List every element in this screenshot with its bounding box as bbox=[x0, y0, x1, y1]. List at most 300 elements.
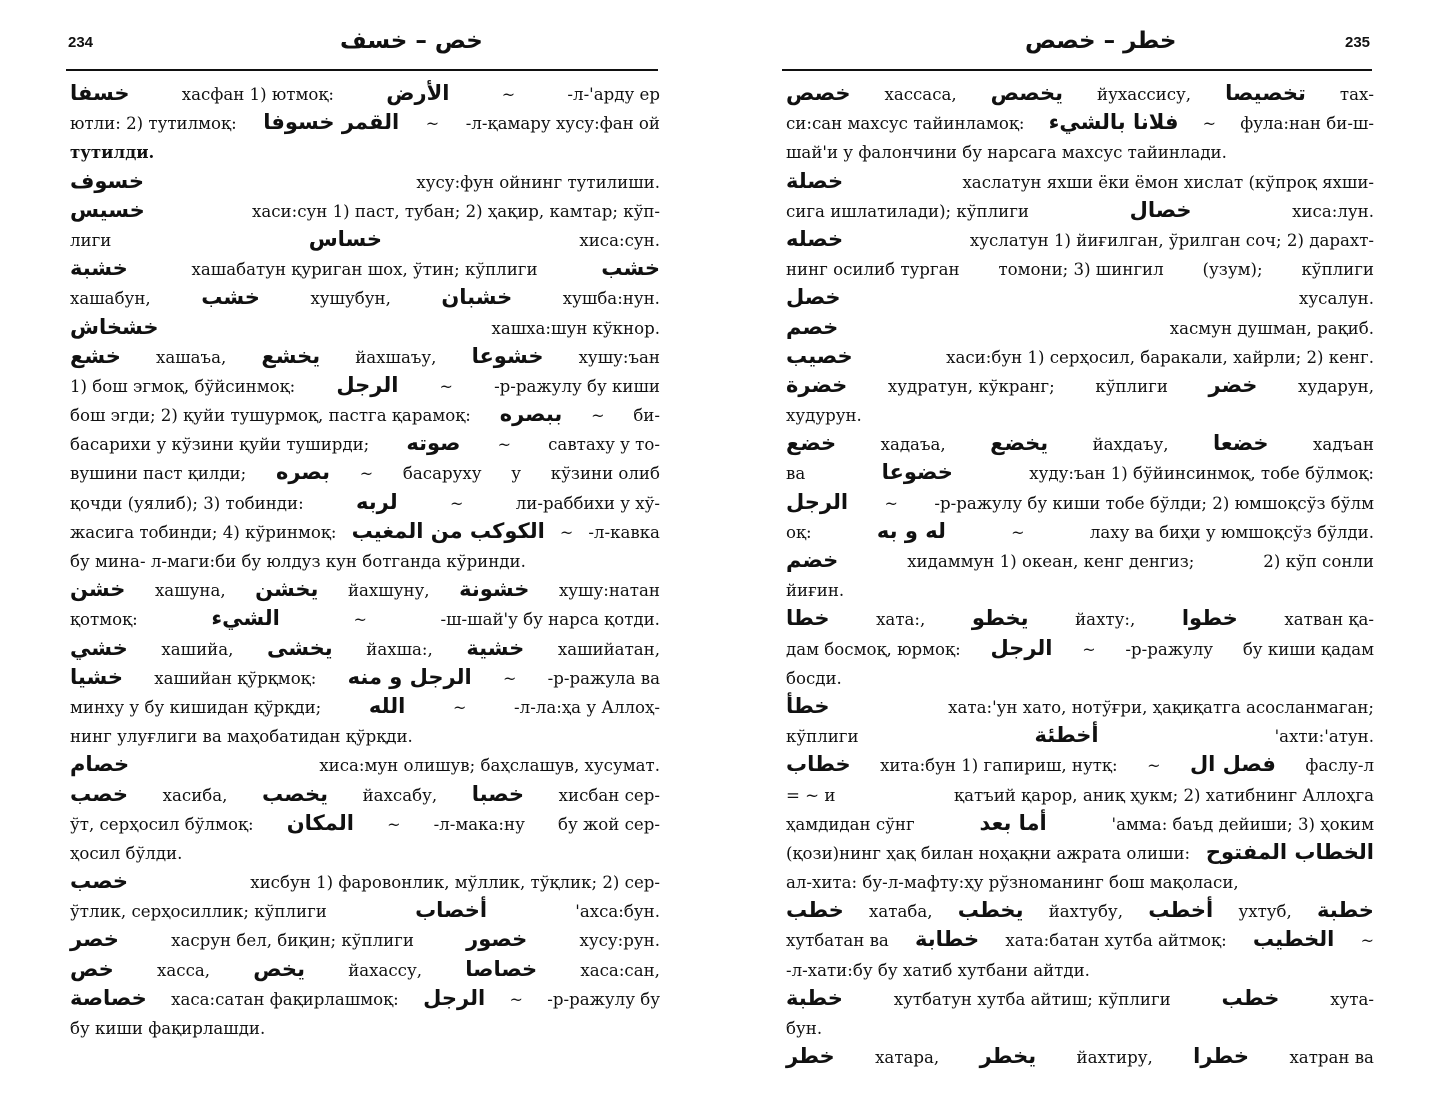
arabic-headword: خساس bbox=[308, 226, 383, 251]
entry-text: қочди (уялиб); 3) тобинди: bbox=[70, 493, 304, 513]
entry-line bbox=[70, 751, 660, 780]
entry-text: -л-ла:ҳа у Аллоҳ- bbox=[514, 697, 660, 717]
entry-text: хисбун 1) фаровонлик, мўллик, тўқлик; 2) сер- bbox=[250, 873, 660, 893]
arabic-headword: خشي bbox=[70, 635, 128, 660]
entry-text: шай'и у фалончини бу нарсага махсус тайинлади. bbox=[786, 143, 1227, 163]
arabic-headword: خصال bbox=[1129, 197, 1192, 222]
entry-text: хушу:натан bbox=[558, 581, 660, 601]
entry-text: хусалун. bbox=[1299, 289, 1374, 309]
entry-line bbox=[70, 985, 660, 1014]
entry-text: бош эгди; 2) қуйи тушурмоқ, пастга қарамоқ: bbox=[70, 406, 471, 426]
entry-line bbox=[70, 956, 660, 985]
entry-line bbox=[786, 372, 1374, 401]
arabic-headword: الخطاب المفتوح bbox=[1205, 839, 1374, 864]
entry-line bbox=[70, 810, 660, 839]
arabic-headword: يخطب bbox=[957, 898, 1024, 923]
entry-text: йахтиру, bbox=[1076, 1048, 1153, 1068]
entry-text: хударун, bbox=[1298, 376, 1374, 396]
entry-line bbox=[786, 956, 1374, 985]
right-page-body bbox=[786, 80, 1374, 1072]
arabic-headword: خصام bbox=[70, 752, 130, 777]
entry-line bbox=[70, 839, 660, 868]
entry-text: ҳосил бўлди. bbox=[70, 843, 183, 863]
entry-text: хатаба, bbox=[869, 902, 933, 922]
running-title: خص – خسف bbox=[340, 28, 483, 54]
arabic-headword: تخصيصا bbox=[1225, 81, 1306, 105]
entry-text: 1) бош эгмоқ, бўйсинмоқ: bbox=[70, 376, 296, 396]
entry-text: қатъий қарор, аниқ ҳукм; 2) хатибнинг Аллоҳга bbox=[954, 785, 1374, 805]
entry-text: ўт, серҳосил бўлмоқ: bbox=[70, 814, 254, 834]
entry-text: хашаъа, bbox=[155, 347, 227, 367]
entry-line bbox=[786, 868, 1374, 897]
entry-line bbox=[70, 343, 660, 372]
entry-text: -л-'арду ер bbox=[567, 85, 660, 104]
arabic-headword: له و به bbox=[876, 518, 946, 543]
arabic-headword: أخصاب bbox=[415, 898, 488, 923]
arabic-headword: خضم bbox=[786, 548, 839, 572]
arabic-headword: خطب bbox=[1221, 985, 1280, 1010]
entry-text: худу:ъан 1) бўйинсинмоқ, тобе бўлмоқ: bbox=[1029, 464, 1374, 484]
entry-text: хасрун бел, биқин; кўплиги bbox=[171, 931, 414, 951]
entry-line bbox=[70, 168, 660, 197]
arabic-headword: خضعا bbox=[1213, 431, 1269, 456]
arabic-headword: خسفا bbox=[70, 81, 130, 105]
entry-text: хадаъа, bbox=[880, 435, 946, 455]
entry-line bbox=[786, 314, 1374, 343]
swung-dash: ~ bbox=[591, 406, 605, 426]
arabic-headword: الرجل bbox=[336, 372, 399, 397]
entry-line bbox=[70, 576, 660, 605]
entry-line bbox=[786, 343, 1374, 372]
arabic-headword: خصبا bbox=[471, 781, 525, 806]
arabic-headword: الرجل bbox=[786, 489, 849, 514]
arabic-headword: خصص bbox=[786, 81, 851, 105]
entry-text: хашабатун қуриган шох, ўтин; кўплиги bbox=[191, 260, 538, 280]
entry-text: йухассису, bbox=[1097, 85, 1192, 104]
arabic-headword: يخضع bbox=[990, 431, 1049, 456]
entry-text: хашабун, bbox=[70, 289, 151, 309]
entry-text: жасига тобинди; 4) кўринмоқ: bbox=[70, 522, 337, 542]
arabic-headword: خطا bbox=[786, 606, 830, 631]
entry-text: (узум); bbox=[1202, 260, 1263, 280]
entry-text: хасфан 1) ютмоқ: bbox=[181, 85, 335, 104]
entry-text: сига ишлатилади); кўплиги bbox=[786, 201, 1029, 221]
entry-line bbox=[70, 635, 660, 664]
arabic-headword: فلانا بالشيء bbox=[1048, 110, 1179, 135]
arabic-headword: يخصب bbox=[262, 781, 328, 806]
entry-line bbox=[786, 751, 1374, 780]
entry-text: кўплиги bbox=[1095, 376, 1168, 396]
entry-line bbox=[70, 226, 660, 255]
entry-text: хадъан bbox=[1312, 435, 1374, 455]
arabic-headword: خصاصا bbox=[465, 956, 538, 981]
arabic-headword: يخشن bbox=[255, 577, 319, 602]
entry-line bbox=[786, 1014, 1374, 1043]
entry-line bbox=[786, 897, 1374, 926]
entry-line bbox=[70, 80, 660, 109]
entry-line bbox=[786, 664, 1374, 693]
entry-line bbox=[70, 926, 660, 955]
arabic-headword: خطأ bbox=[786, 693, 830, 718]
entry-text: ал-хита: бу-л-мафту:ҳу рўзноманинг бош мақоласи, bbox=[786, 873, 1239, 893]
entry-text: 'ахса:бун. bbox=[575, 902, 660, 922]
entry-text: худурун. bbox=[786, 406, 862, 426]
arabic-headword: خصل bbox=[786, 285, 841, 310]
arabic-headword: الأرض bbox=[386, 81, 450, 105]
entry-line bbox=[786, 401, 1374, 430]
entry-line bbox=[786, 722, 1374, 751]
entry-line bbox=[786, 430, 1374, 459]
running-title: خطر – خصص bbox=[1025, 28, 1177, 54]
entry-line bbox=[70, 109, 660, 138]
entry-text: хата:'ун хато, нотўғри, ҳақиқатга асосланмаган; bbox=[948, 697, 1374, 717]
entry-text: -р-ражулу бу bbox=[547, 989, 660, 1009]
entry-text: хиса:мун олишув; баҳслашув, хусумат. bbox=[319, 756, 660, 776]
entry-text: лаху ва биҳи у юмшоқсўз бўлди. bbox=[1089, 522, 1374, 542]
arabic-headword: خشب bbox=[601, 256, 660, 281]
entry-text: -л-қамару хусу:фан ой bbox=[465, 114, 660, 134]
entry-text: хатран ва bbox=[1289, 1048, 1374, 1068]
arabic-headword: خضع bbox=[786, 431, 837, 456]
entry-line bbox=[70, 664, 660, 693]
entry-line bbox=[786, 489, 1374, 518]
arabic-headword: خطبة bbox=[786, 985, 843, 1010]
entry-text: нинг улуғлиги ва маҳобатидан қўрқди. bbox=[70, 727, 413, 747]
arabic-headword: بصره bbox=[275, 460, 331, 485]
right-page bbox=[720, 0, 1440, 1114]
entry-line bbox=[786, 576, 1374, 605]
entry-text: -р-ражула ва bbox=[547, 668, 660, 688]
swung-dash: ~ bbox=[353, 610, 367, 630]
swung-dash: ~ bbox=[1202, 114, 1217, 134]
arabic-headword: يخطر bbox=[979, 1044, 1037, 1069]
swung-dash: ~ bbox=[387, 814, 401, 834]
arabic-headword: يخصص bbox=[990, 81, 1064, 105]
entry-text: фаслу-л bbox=[1305, 756, 1374, 776]
entry-text: хушба:нун. bbox=[562, 289, 660, 309]
entry-text: ли-раббихи у хў- bbox=[515, 493, 660, 513]
entry-text: нинг осилиб турган bbox=[786, 260, 960, 280]
entry-line bbox=[786, 605, 1374, 634]
entry-text: кўплиги bbox=[1301, 260, 1374, 280]
entry-text: хаса:сан, bbox=[580, 960, 660, 980]
arabic-headword: يخص bbox=[253, 956, 305, 981]
entry-line bbox=[786, 985, 1374, 1014]
entry-text: (қози)нинг ҳақ билан ноҳақни ажрата олиши: bbox=[786, 843, 1191, 863]
entry-text: хутбатун хутба айтиш; кўплиги bbox=[893, 989, 1171, 1009]
entry-text: бу киши фақирлашди. bbox=[70, 1019, 266, 1038]
arabic-headword: الرجل bbox=[990, 635, 1053, 660]
arabic-headword: الكوكب من المغيب bbox=[351, 518, 545, 543]
swung-dash: ~ bbox=[501, 85, 516, 104]
entry-line bbox=[786, 255, 1374, 284]
entry-text: басаруху bbox=[402, 464, 482, 484]
arabic-headword: القمر خسوفا bbox=[263, 110, 400, 135]
entry-line bbox=[786, 839, 1374, 868]
entry-text: хаслатун яхши ёки ёмон хислат (кўпроқ яхши- bbox=[962, 172, 1374, 192]
entry-text: бун. bbox=[786, 1019, 823, 1038]
entry-line bbox=[786, 635, 1374, 664]
entry-text: йахша:, bbox=[366, 639, 433, 659]
entry-line bbox=[70, 605, 660, 634]
header-rule bbox=[782, 69, 1372, 71]
entry-text: хаси:сун 1) паст, тубан; 2) ҳақир, камтар; кўп- bbox=[252, 201, 660, 221]
entry-text: хиса:лун. bbox=[1292, 201, 1374, 221]
entry-text: хаси:бун 1) серҳосил, баракали, хайрли; 2) кенг. bbox=[946, 347, 1374, 367]
swung-dash: ~ bbox=[425, 114, 440, 134]
entry-text: босди. bbox=[786, 668, 842, 688]
entry-text: 2) кўп сонли bbox=[1263, 552, 1374, 571]
entry-text: хута- bbox=[1330, 989, 1374, 1009]
entry-text: савтаху у то- bbox=[548, 435, 660, 455]
swung-dash: ~ bbox=[884, 493, 898, 513]
entry-line bbox=[70, 868, 660, 897]
entry-line bbox=[786, 926, 1374, 955]
entry-line bbox=[70, 372, 660, 401]
entry-line bbox=[786, 226, 1374, 255]
page-number: 235 bbox=[1345, 34, 1371, 51]
arabic-headword: خشبة bbox=[70, 256, 128, 281]
entry-text: -ш-шай'у бу нарса қотди. bbox=[440, 610, 660, 630]
arabic-headword: خصر bbox=[70, 927, 119, 952]
swung-dash: ~ bbox=[502, 668, 517, 688]
swung-dash: ~ bbox=[449, 493, 464, 513]
entry-text: хита:бун 1) гапириш, нутқ: bbox=[880, 756, 1118, 776]
swung-dash: ~ bbox=[1011, 522, 1025, 542]
arabic-headword: أما بعد bbox=[979, 810, 1047, 835]
entry-text: -р-ражулу бу киши bbox=[494, 376, 660, 396]
entry-text: тутилди. bbox=[70, 142, 155, 163]
entry-text: хидаммун 1) океан, кенг денгиз; bbox=[907, 552, 1195, 571]
entry-line bbox=[70, 781, 660, 810]
arabic-headword: أخطئة bbox=[1034, 723, 1099, 748]
entry-line bbox=[786, 80, 1374, 109]
swung-dash: ~ bbox=[1360, 931, 1374, 951]
arabic-headword: خشبان bbox=[441, 285, 513, 310]
entry-line bbox=[70, 897, 660, 926]
arabic-headword: خطابة bbox=[915, 927, 980, 952]
entry-text: вушини паст қилди; bbox=[70, 464, 247, 484]
entry-line bbox=[70, 430, 660, 459]
entry-text: ва bbox=[786, 464, 806, 484]
entry-text: хашийа, bbox=[161, 639, 234, 659]
entry-text: у bbox=[511, 464, 522, 484]
arabic-headword: خصم bbox=[786, 314, 839, 339]
entry-text: хатара, bbox=[875, 1048, 940, 1068]
arabic-headword: الرجل bbox=[423, 985, 486, 1010]
entry-text: йахдаъу, bbox=[1092, 435, 1169, 455]
entry-text: хусу:рун. bbox=[579, 931, 660, 951]
entry-line bbox=[70, 1014, 660, 1043]
entry-text: хушу:ъан bbox=[578, 347, 660, 367]
entry-text: кўзини олиб bbox=[550, 464, 660, 484]
entry-text: бу мина- л-маги:би бу юлдуз кун ботганда кўринди. bbox=[70, 552, 526, 571]
arabic-headword: خضر bbox=[1208, 372, 1258, 397]
arabic-headword: خصب bbox=[70, 781, 129, 806]
entry-text: 'амма: баъд дейиши; 3) ҳоким bbox=[1111, 814, 1374, 834]
arabic-headword: خشع bbox=[70, 343, 121, 368]
arabic-headword: خطرا bbox=[1193, 1044, 1250, 1069]
entry-line bbox=[786, 197, 1374, 226]
swung-dash: ~ bbox=[509, 989, 523, 1009]
entry-text: лиги bbox=[70, 230, 112, 250]
entry-text: хиса:сун. bbox=[579, 230, 660, 250]
entry-text: хисбан сер- bbox=[558, 785, 660, 805]
entry-text: фула:нан би-ш- bbox=[1240, 114, 1374, 134]
entry-line bbox=[70, 401, 660, 430]
entry-text: томони; 3) шингил bbox=[998, 260, 1164, 280]
entry-text: хашийан қўрқмоқ: bbox=[154, 668, 317, 688]
entry-text: хасса, bbox=[157, 960, 211, 980]
entry-text: кўплиги bbox=[786, 727, 859, 747]
entry-text: йахсабу, bbox=[362, 785, 438, 805]
header-rule bbox=[66, 69, 658, 71]
entry-text: йиғин. bbox=[786, 581, 845, 601]
swung-dash: ~ bbox=[452, 697, 467, 717]
entry-text: -л-хати:бу бу хатиб хутбани айтди. bbox=[786, 960, 1090, 980]
entry-line bbox=[70, 459, 660, 488]
entry-text: хассаса, bbox=[884, 85, 957, 104]
arabic-headword: خص bbox=[70, 956, 114, 981]
entry-line bbox=[70, 138, 660, 167]
entry-text: минху у бу кишидан қўрқди; bbox=[70, 697, 322, 717]
entry-text: йахтубу, bbox=[1048, 902, 1123, 922]
entry-line bbox=[786, 518, 1374, 547]
entry-text: худратун, кўкранг; bbox=[887, 376, 1055, 396]
left-page-header bbox=[0, 0, 720, 74]
entry-text: си:сан махсус тайинламоқ: bbox=[786, 114, 1025, 134]
entry-text: би- bbox=[633, 406, 660, 426]
entry-text: -л-мака:ну bbox=[433, 814, 525, 834]
entry-text: ҳамдидан сўнг bbox=[786, 814, 915, 834]
arabic-headword: الله bbox=[368, 693, 406, 718]
entry-text: ухтуб, bbox=[1238, 902, 1292, 922]
entry-line bbox=[70, 722, 660, 751]
entry-text: басарихи у кўзини қуйи туширди; bbox=[70, 435, 370, 455]
entry-text: қотмоқ: bbox=[70, 610, 138, 630]
entry-text: хашуна, bbox=[154, 581, 226, 601]
entry-line bbox=[70, 255, 660, 284]
entry-text: = ~ и bbox=[786, 785, 836, 805]
arabic-headword: لربه bbox=[356, 489, 398, 514]
entry-line bbox=[786, 168, 1374, 197]
entry-text: тах- bbox=[1339, 85, 1374, 104]
entry-line bbox=[786, 693, 1374, 722]
arabic-headword: فصل ال bbox=[1189, 752, 1276, 777]
entry-text: ўтлик, серҳосиллик; кўплиги bbox=[70, 902, 327, 922]
entry-line bbox=[786, 810, 1374, 839]
arabic-headword: خشب bbox=[201, 285, 260, 310]
left-page-body bbox=[70, 80, 660, 1043]
entry-line bbox=[70, 693, 660, 722]
entry-text: йахшаъу, bbox=[355, 347, 437, 367]
entry-text: бу киши қадам bbox=[1242, 639, 1374, 659]
arabic-headword: خشوعا bbox=[471, 343, 544, 368]
entry-text: хашийатан, bbox=[557, 639, 660, 659]
arabic-headword: خضرة bbox=[786, 372, 848, 397]
arabic-headword: خطاب bbox=[786, 752, 851, 777]
entry-line bbox=[70, 284, 660, 313]
entry-text: хушубун, bbox=[310, 289, 391, 309]
arabic-headword: خصلة bbox=[786, 168, 844, 193]
arabic-headword: خصيب bbox=[786, 343, 853, 368]
arabic-headword: يخطو bbox=[971, 606, 1029, 631]
arabic-headword: خطوا bbox=[1181, 606, 1238, 631]
entry-text: бу жой сер- bbox=[557, 814, 660, 834]
arabic-headword: يخشى bbox=[267, 635, 333, 660]
arabic-headword: خطبة bbox=[1317, 898, 1374, 923]
entry-text: хуслатун 1) йиғилган, ўрилган соч; 2) дарахт- bbox=[969, 230, 1374, 250]
swung-dash: ~ bbox=[1147, 756, 1161, 776]
entry-text: -р-ражулу bbox=[1125, 639, 1214, 659]
arabic-headword: خضوعا bbox=[881, 460, 953, 485]
entry-text: -л-кавка bbox=[588, 522, 660, 542]
arabic-headword: خشيا bbox=[70, 664, 123, 689]
arabic-headword: المكان bbox=[286, 810, 354, 835]
entry-text: йахшуну, bbox=[347, 581, 430, 601]
entry-text: хата:батан хутба айтмоқ: bbox=[1005, 931, 1227, 951]
entry-line bbox=[786, 109, 1374, 138]
arabic-headword: ببصره bbox=[499, 402, 563, 427]
arabic-headword: خطب bbox=[786, 898, 844, 923]
entry-text: йахассу, bbox=[348, 960, 423, 980]
swung-dash: ~ bbox=[359, 464, 374, 484]
entry-text: дам босмоқ, юрмоқ: bbox=[786, 639, 961, 659]
entry-line bbox=[786, 1043, 1374, 1072]
entry-line bbox=[70, 197, 660, 226]
arabic-headword: أخطب bbox=[1148, 898, 1214, 923]
entry-text: -р-ражулу бу киши тобе бўлди; 2) юмшоқсўз бўлм bbox=[934, 493, 1374, 513]
arabic-headword: الشيء bbox=[211, 606, 280, 631]
arabic-headword: الرجل و منه bbox=[347, 664, 472, 689]
entry-line bbox=[70, 314, 660, 343]
arabic-headword: خطر bbox=[786, 1044, 835, 1069]
entry-line bbox=[786, 781, 1374, 810]
entry-text: хасмун душман, рақиб. bbox=[1169, 318, 1374, 338]
arabic-headword: خسيس bbox=[70, 197, 145, 222]
swung-dash: ~ bbox=[439, 376, 453, 396]
page-number: 234 bbox=[68, 34, 94, 51]
entry-line bbox=[786, 138, 1374, 167]
swung-dash: ~ bbox=[559, 522, 574, 542]
arabic-headword: خشية bbox=[466, 635, 525, 660]
entry-line bbox=[70, 518, 660, 547]
entry-line bbox=[786, 547, 1374, 576]
entry-text: хасиба, bbox=[162, 785, 228, 805]
entry-text: хата:, bbox=[876, 610, 926, 630]
entry-line bbox=[786, 459, 1374, 488]
entry-text: хутбатан ва bbox=[786, 931, 889, 951]
entry-text: хусу:фун ойнинг тутилиши. bbox=[416, 172, 660, 192]
entry-text: ютли: 2) тутилмоқ: bbox=[70, 114, 237, 134]
arabic-headword: يخشع bbox=[261, 343, 321, 368]
entry-text: хашха:шун кўкнор. bbox=[491, 318, 660, 338]
arabic-headword: خسوف bbox=[70, 168, 145, 193]
entry-line bbox=[70, 489, 660, 518]
arabic-headword: الخطيب bbox=[1252, 927, 1335, 952]
swung-dash: ~ bbox=[1082, 639, 1096, 659]
right-page-header bbox=[720, 0, 1440, 74]
entry-text: 'ахти:'атун. bbox=[1274, 727, 1374, 747]
arabic-headword: خصب bbox=[70, 869, 129, 894]
entry-text: хаса:сатан фақирлашмоқ: bbox=[171, 989, 399, 1009]
arabic-headword: خصور bbox=[466, 927, 528, 952]
entry-text: йахту:, bbox=[1075, 610, 1136, 630]
arabic-headword: خصاصة bbox=[70, 985, 147, 1010]
entry-text: оқ: bbox=[786, 522, 812, 542]
arabic-headword: صوته bbox=[406, 431, 461, 456]
entry-line bbox=[70, 547, 660, 576]
